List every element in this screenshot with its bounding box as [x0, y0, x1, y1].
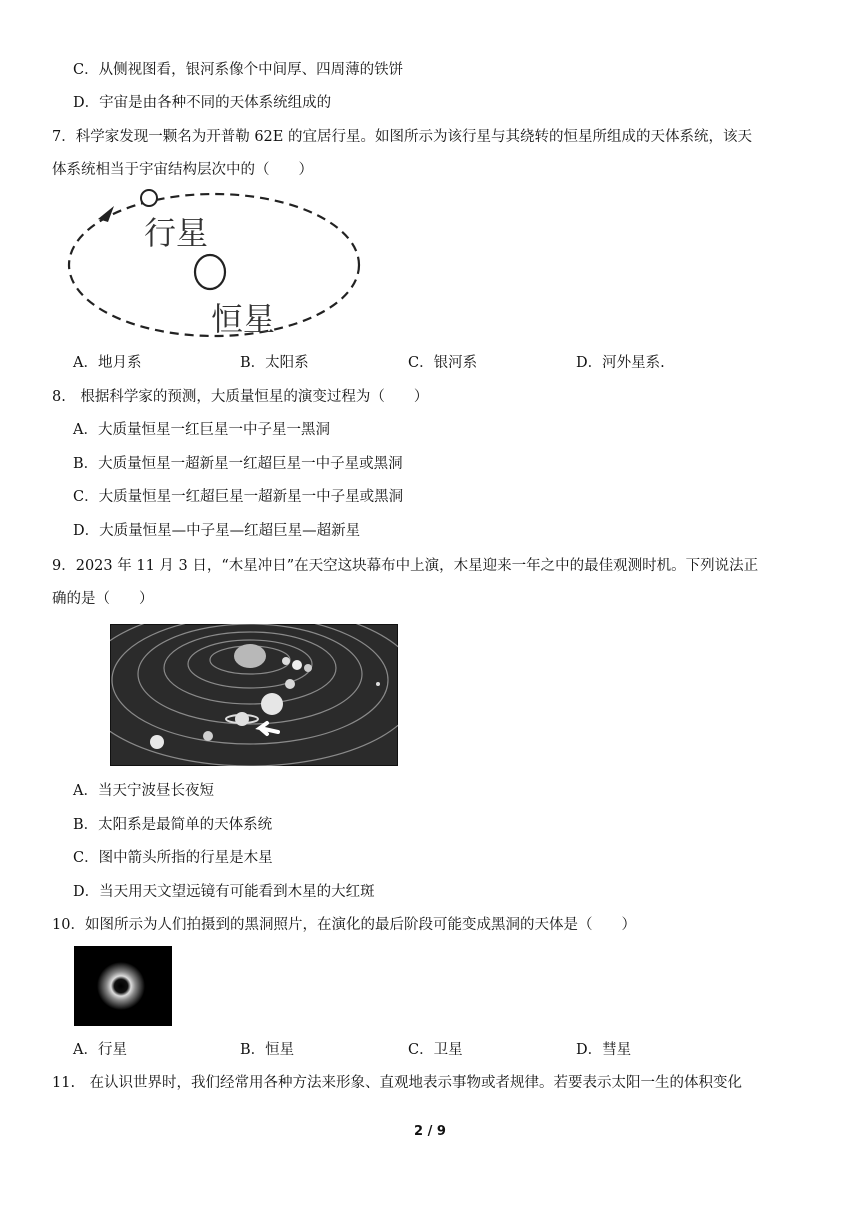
planet-label: 行星 [144, 214, 209, 252]
q9-option-c[interactable]: C．图中箭头所指的行星是木星 [73, 850, 273, 866]
q10-stem: 10．如图所示为人们拍摄到的黑洞照片，在演化的最后阶段可能变成黑洞的天体是（ ） [52, 917, 636, 933]
q9-stem-line1: 9．2023 年 11 月 3 日，“木星冲日”在天空这块幕布中上演，木星迎来一年之中的最佳观测时机。下列说法正 [52, 558, 759, 574]
q10-option-c[interactable]: C．卫星 [408, 1042, 463, 1058]
q8-option-b[interactable]: B．大质量恒星一超新星一红超巨星一中子星或黑洞 [73, 456, 403, 472]
saturn-shape [235, 712, 249, 726]
q9-option-d[interactable]: D．当天用天文望远镜有可能看到木星的大红斑 [73, 884, 375, 900]
black-hole-ring [97, 962, 145, 1010]
q6-option-d[interactable]: D．宇宙是由各种不同的天体系统组成的 [73, 95, 332, 111]
solar-system-image [110, 624, 398, 766]
orbit-diagram [64, 188, 364, 340]
q8-stem: 8. 根据科学家的预测，大质量恒星的演变过程为（ ） [52, 389, 429, 405]
q9-option-b[interactable]: B．太阳系是最简单的天体系统 [73, 817, 273, 833]
black-hole-image [74, 946, 172, 1026]
planet-circle [141, 190, 157, 206]
q11-stem-line1: 11. 在认识世界时，我们经常用各种方法来形象、直观地表示事物或者规律。若要表示太阳一生的体积变化 [52, 1075, 743, 1091]
sun-shape [234, 644, 266, 668]
q7-stem-line1: 7．科学家发现一颗名为开普勒 62E 的宜居行星。如图所示为该行星与其绕转的恒星所组成的天体系统，该天 [52, 129, 752, 145]
q10-option-a[interactable]: A．行星 [73, 1042, 127, 1058]
q10-black-hole-photo [74, 946, 172, 1026]
q7-option-c[interactable]: C．银河系 [408, 355, 478, 371]
q9-solar-system-photo [110, 624, 398, 766]
jupiter-shape [261, 693, 283, 715]
q7-stem-line2: 体系统相当于宇宙结构层次中的（ ） [52, 162, 313, 178]
q9-option-a[interactable]: A．当天宁波昼长夜短 [73, 783, 214, 799]
q8-option-d[interactable]: D．大质量恒星—中子星—红超巨星—超新星 [73, 523, 361, 539]
q6-option-c[interactable]: C．从侧视图看，银河系像个中间厚、四周薄的铁饼 [73, 62, 404, 78]
page-number: 2 / 9 [414, 1124, 446, 1139]
q8-option-c[interactable]: C．大质量恒星一红超巨星一超新星一中子星或黑洞 [73, 489, 404, 505]
q7-option-d[interactable]: D．河外星系. [576, 355, 665, 371]
q7-orbit-figure [64, 188, 364, 340]
q10-option-d[interactable]: D．彗星 [576, 1042, 632, 1058]
q10-option-b[interactable]: B．恒星 [240, 1042, 295, 1058]
q8-option-a[interactable]: A．大质量恒星一红巨星一中子星一黑洞 [73, 422, 330, 438]
star-circle [195, 255, 225, 289]
q7-option-a[interactable]: A．地月系 [73, 355, 142, 371]
q9-stem-line2: 确的是（ ） [52, 591, 154, 607]
orbit-arrow-icon [98, 206, 114, 222]
q7-option-b[interactable]: B．太阳系 [240, 355, 309, 371]
star-label: 恒星 [211, 300, 276, 338]
